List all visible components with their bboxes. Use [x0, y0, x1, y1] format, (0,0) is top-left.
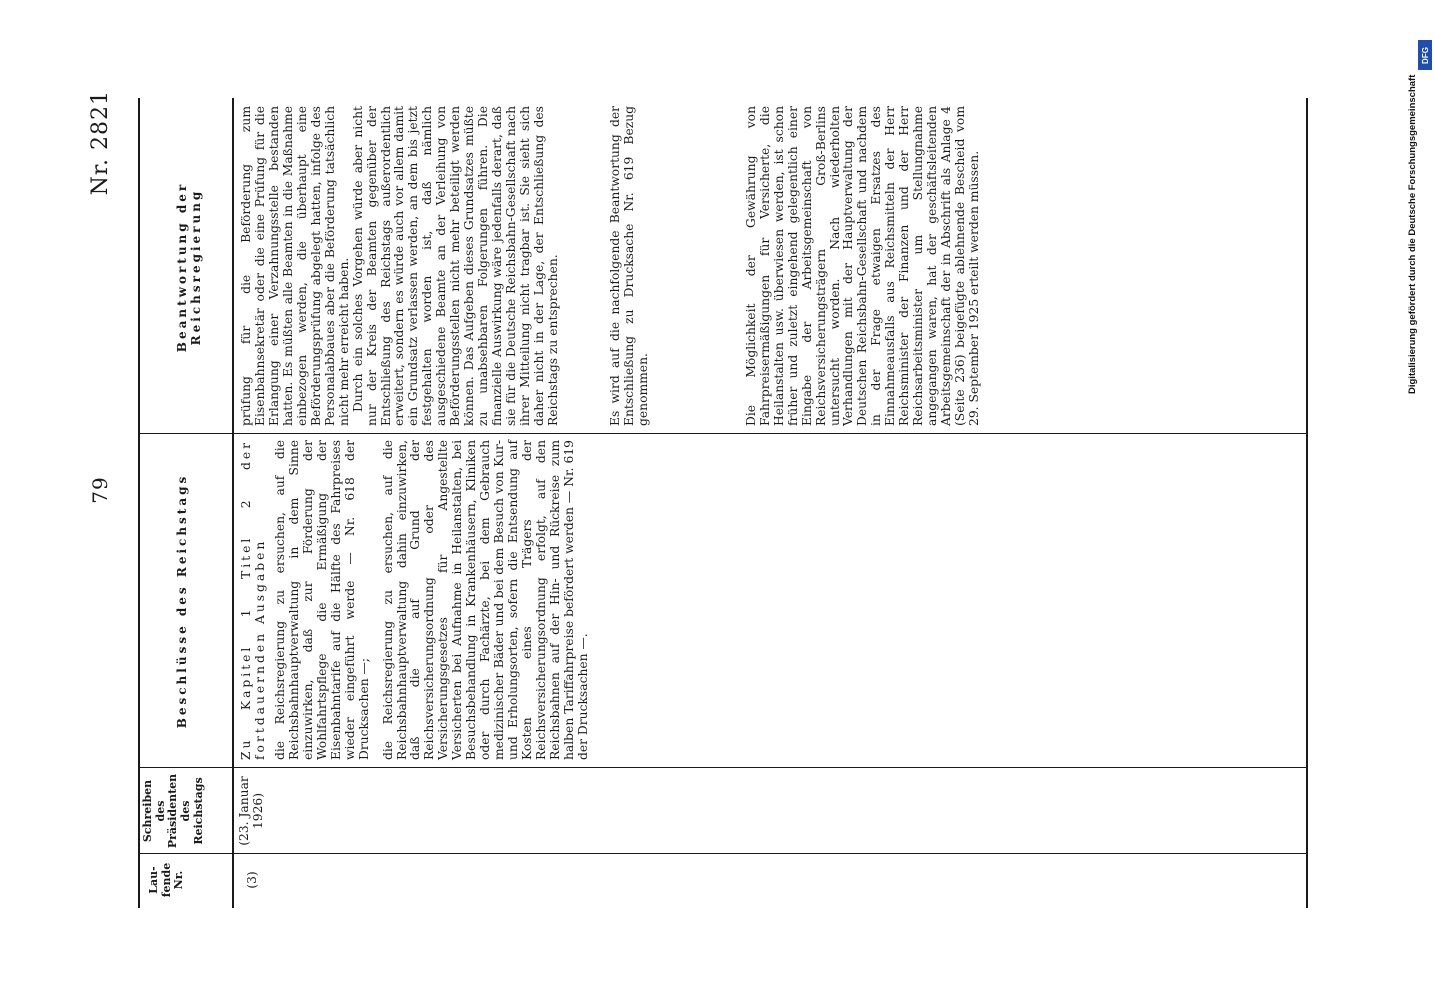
column-header-number: Lau- fende Nr. [147, 862, 186, 898]
table-bottom-rule [1306, 98, 1308, 908]
answer-column [240, 106, 982, 426]
section-heading: Zu Kapitel 1 Titel 2 der fortdauernden Ausgaben [239, 440, 267, 760]
document-number: Nr. 2821 [88, 90, 113, 196]
resolution-column [240, 440, 591, 760]
header-bottom-rule [232, 98, 234, 908]
row-number: (3) [245, 871, 259, 889]
table-top-rule [138, 98, 140, 908]
answer-text: Die Möglichkeit der Gewährung von Fahrpreisermäßigungen für Versicherte, die Heilanstalten usw. überwiesen werden, ist schon früher und zuletzt eingehend gelegentlich einer Eingabe der Arbeitsgemeinschaft von Reichsversicherungsträgern Groß-Berlins untersucht worden. Nach wiederholten Verhandlungen mit der Hauptverwaltung der Deutschen Reichsbahn-Gesellschaft und nachdem in der Frage etwaigen Ersatzes des Einnahmeausfalls aus Reichsmitteln der Herr Reichsminister der Finanzen und der Herr Reichsarbeitsminister um Stellungnahme angegangen waren, hat der geschäftsleitenden Arbeitsgemeinschaft der in Abschrift als Anlage 4 (Seite 236) beigefügte ablehnende Bescheid vom 29. September 1925 erteilt werden müssen. [743, 106, 982, 426]
page-number: 79 [88, 476, 112, 504]
answer-text: Es wird auf die nachfolgende Beantwortung der Entschließung zu Drucksache Nr. 619 Bezug genommen. [607, 106, 650, 426]
column-header-resolutions: Beschlüsse des Reichstags [175, 473, 189, 729]
answer-text: Durch ein solches Vorgehen würde aber nicht nur der Kreis der Beamten gegenüber der Entschließung des Reichstags außerordentlich erweitert, sondern es würde auch vor allem damit ein Grundsatz verlassen werden, an dem bis jetzt festgehalten worden ist, daß nämlich ausgeschiedene Beamte an der Verleihung von Beförderungsstellen nicht mehr beteiligt werden können. Das Aufgeben dieses Grundsatzes müßte zu unabsehbaren Folgerungen führen. Die finanzielle Auswirkung wäre jedenfalls derart, daß sie für die Deutsche Reichsbahn-Gesellschaft nach ihrer Mitteilung nicht tragbar ist. Sie sieht sich daher nicht in der Lage, der Entschließung des Reichstags zu entsprechen. [350, 106, 560, 426]
answer-text: prüfung für die Beförderung zum Eisenbahnsekretär oder die eine Prüfung für die Erlangung einer Verzahnungsstelle bestanden hatten. Es müßten alle Beamten in die Maßnahme einbezogen werden, die überhaupt eine Beförderungsprüfung abgelegt hatten, infolge des Personalabbaues aber die Beförderung tatsächlich nicht mehr erreicht haben. [239, 106, 351, 426]
digitization-credit: Digitalisierung gefördert durch die Deutsche Forschungsgemeinschaft [1407, 74, 1418, 394]
column-rule-1 [138, 853, 1308, 854]
resolution-text: die Reichsregierung zu ersuchen, auf die Reichsbahnhauptverwaltung dahin einzuwirken, daß die auf Grund der Reichsversicherungsordnung oder des Versicherungsgesetzes für Angestellte Versicherten bei Aufnahme in Heilanstalten, bei Besuchsbehandlung in Krankenhäusern, Kliniken oder durch Fachärzte, bei dem Gebrauch medizinischer Bäder und bei dem Besuch von Kur- und Erholungsorten, sofern die Entsendung auf Kosten eines Trägers der Reichsversicherungsordnung erfolgt, auf den Reichsbahnen auf der Hin- und Rückreise zum halben Tariffahrpreise befördert werden — Nr. 619 der Drucksachen —. [380, 440, 590, 760]
dfg-logo-badge: DFG [1418, 40, 1432, 70]
column-header-answers: Beantwortung der Reichsregierung [175, 181, 203, 353]
resolution-text: die Reichsregierung zu ersuchen, auf die Reichsbahnhauptverwaltung in dem Sinne einzuwirken, daß zur Förderung der Wohlfahrtspflege die Ermäßigung der Eisenbahntarife auf die Hälfte des Fahrpreises wieder eingeführt werde — Nr. 618 der Drucksachen —; [272, 440, 371, 760]
row-letter-date: (23. Januar 1926) [237, 776, 265, 846]
column-header-letter: Schreiben des Präsidenten des Reichstags [141, 773, 205, 849]
column-rule-2 [138, 767, 1308, 768]
column-rule-3 [138, 433, 1308, 434]
